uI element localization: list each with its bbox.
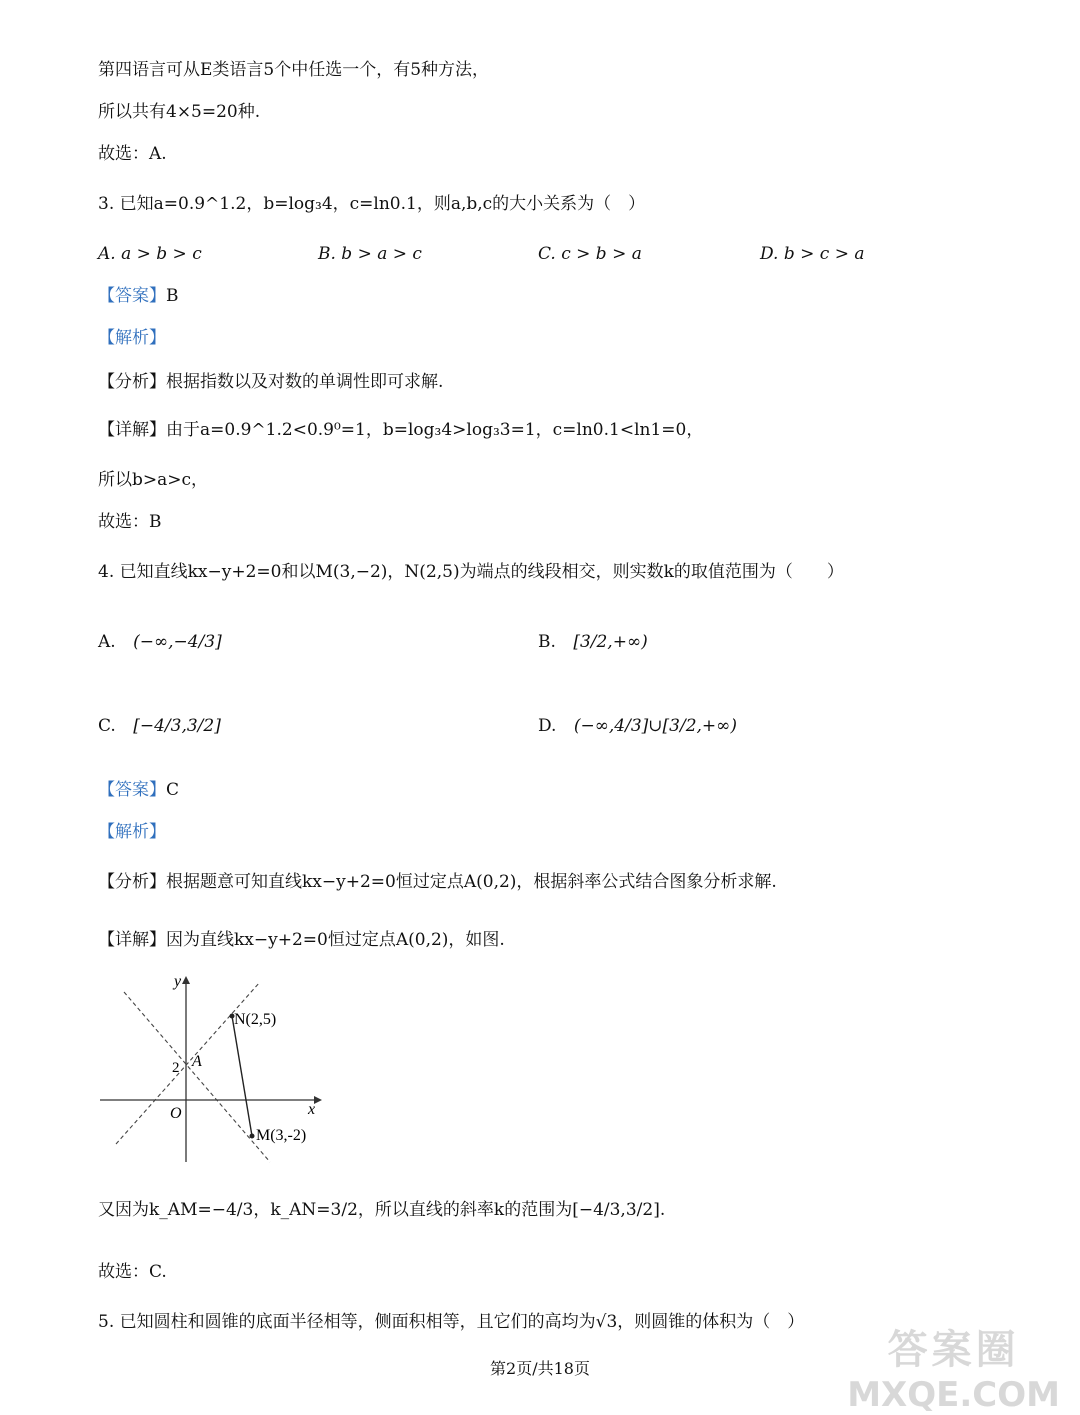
q4-choose: 故选：C. (98, 1262, 167, 1282)
xiangjie-text: 由于a=0.9^1.2<0.9⁰=1，b=log₃4>log₃3=1，c=ln0.1<ln1=0， (166, 420, 704, 440)
q3-answer (98, 282, 179, 310)
q3-fenxi (98, 368, 443, 396)
origin-label: O (170, 1105, 182, 1122)
y-axis-arrow (182, 976, 190, 984)
q4-a-label: A. (98, 632, 116, 652)
q4-slope-text: 又因为k_AM=−4/3，k_AN=3/2，所以直线的斜率k的范围为[−4/3,3/2]. (98, 1200, 666, 1220)
segment-mn (232, 1016, 252, 1136)
q4-option-d (538, 712, 737, 740)
q4-b-label: B. (538, 632, 556, 652)
point-m (250, 1134, 255, 1139)
answer-tag: 【答案】 (98, 780, 166, 800)
q3-choose: 故选：B (98, 512, 162, 532)
q3-analysis-tag: 【解析】 (98, 328, 166, 348)
watermark (847, 1318, 1060, 1415)
xiangjie-tag: 【详解】 (98, 930, 166, 950)
point-a-label: A (192, 1053, 202, 1070)
q4-fenxi (98, 868, 777, 896)
answer-value: C (166, 780, 180, 800)
answer-value: B (166, 286, 179, 306)
q3-stem: 3. 已知a=0.9^1.2，b=log₃4，c=ln0.1，则a,b,c的大小关系为（ ） (98, 194, 646, 214)
q3-option-c: C. c > b > a (538, 244, 642, 264)
q4-d-label: D. (538, 716, 557, 736)
q4-stem: 4. 已知直线kx−y+2=0和以M(3,−2)，N(2,5)为端点的线段相交，则实数k的取值范围为（ ） (98, 562, 844, 582)
xiangjie-tag: 【详解】 (98, 420, 166, 440)
q3-option-d: D. b > c > a (760, 244, 865, 264)
watermark-top: 答案圈 (887, 1327, 1020, 1373)
q4-analysis-tag: 【解析】 (98, 822, 166, 842)
answer-tag: 【答案】 (98, 286, 166, 306)
q4-answer (98, 776, 179, 804)
q3-option-a: A. a > b > c (98, 244, 202, 264)
fenxi-text: 根据题意可知直线kx−y+2=0恒过定点A(0,2)，根据斜率公式结合图象分析求解. (166, 872, 777, 892)
fenxi-tag: 【分析】 (98, 372, 166, 392)
point-n-label: N(2,5) (234, 1011, 277, 1028)
x-axis-arrow (314, 1096, 322, 1104)
watermark-bottom: MXQE.COM (847, 1375, 1060, 1415)
text-line-2: 所以共有4×5=20种. (98, 102, 261, 122)
q4-c-label: C. (98, 716, 116, 736)
q4-option-c (98, 712, 221, 740)
y-axis-label: y (174, 973, 182, 990)
page-footer: 第2页/共18页 (490, 1359, 590, 1378)
text-line-1: 第四语言可从E类语言5个中任选一个，有5种方法， (98, 60, 490, 80)
point-m-label: M(3,-2) (256, 1127, 307, 1144)
q4-option-b (538, 628, 648, 656)
slope-diagram (96, 968, 336, 1168)
tick-2-label: 2 (172, 1060, 180, 1076)
x-axis-label: x (308, 1101, 316, 1118)
q4-option-a (98, 628, 222, 656)
q3-conclusion: 所以b>a>c， (98, 470, 209, 490)
dashed-line-an (116, 982, 260, 1144)
q4-c-text: [−4/3,3/2] (133, 716, 221, 736)
q3-xiangjie (98, 416, 703, 444)
fenxi-text: 根据指数以及对数的单调性即可求解. (166, 372, 444, 392)
q4-b-text: [3/2,+∞) (573, 632, 648, 652)
xiangjie-text: 因为直线kx−y+2=0恒过定点A(0,2)，如图. (166, 930, 505, 950)
q3-option-b: B. b > a > c (318, 244, 422, 264)
text-line-3: 故选：A. (98, 144, 167, 164)
q4-xiangjie (98, 926, 505, 954)
q4-d-text: (−∞,4/3]∪[3/2,+∞) (573, 716, 737, 736)
fenxi-tag: 【分析】 (98, 872, 166, 892)
q4-a-text: (−∞,−4/3] (133, 632, 222, 652)
q5-stem: 5. 已知圆柱和圆锥的底面半径相等，侧面积相等，且它们的高均为√3，则圆锥的体积为（ ） (98, 1312, 805, 1332)
